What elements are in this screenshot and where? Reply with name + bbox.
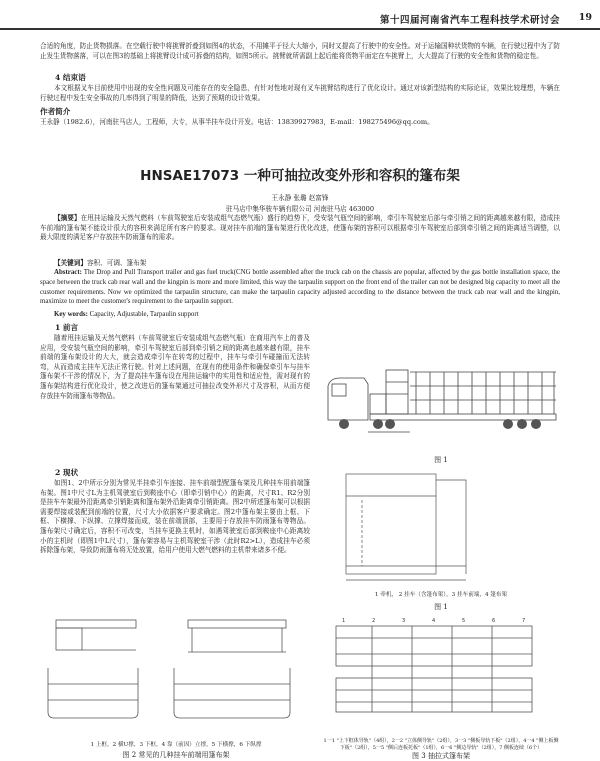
keywords-cn-label: 【关键词】	[54, 259, 87, 267]
page-number: 19	[578, 12, 592, 23]
abstract-cn	[40, 214, 560, 243]
author-intro-title: 作者简介	[40, 107, 71, 116]
keywords-en	[54, 311, 199, 318]
figure-3-telescoping-rack	[322, 612, 560, 736]
header-rule	[0, 28, 600, 30]
figure-2-legend: 1 上框，2 横U撑，3 下框，4 靠（前因）立撑，5 下横撑，6 下纵撑	[90, 742, 262, 748]
abstract-cn-label: 【摘要】	[54, 214, 81, 222]
figure-2-tarp-racks	[40, 612, 312, 736]
paper-affiliation: 驻马店中集华骏车辆有限公司 河南驻马店 463000	[225, 205, 375, 213]
callout-4: 4	[432, 618, 436, 624]
wheels	[339, 419, 541, 429]
trailer-deck	[370, 414, 556, 420]
figure-1-detail-drawing	[342, 470, 540, 588]
cab-window	[332, 384, 346, 396]
callout-2: 2	[372, 618, 376, 624]
rack-cross-members	[372, 626, 492, 712]
keywords-en-text: Capacity, Adjustable, Tarpaulin support	[89, 311, 199, 318]
abstract-cn-text: 在甩挂运输及天然气燃料（车前驾驶室后安装成组气态燃气瓶）盛行的趋势下，受安装气瓶空间的影响，牵引车驾驶室后部与牵引销之间的距离越来越有限，造成挂车前端的篷布架不能设计很大的容积来满足所有客户的要求。现对挂车前端的篷布架进行优化改进，使篷布架的容积可以根据牵引车驾驶室后部到牵引销之间的距离适当调整，以最大限度的满足客户存放挂车防雨篷布的需求。	[40, 214, 561, 242]
author-intro: 王永静（1982.6），河南驻马店人，工程师，大专，从事半挂车设计开发。电话：13839927983，E-mail：198275496@qq.com。	[40, 118, 434, 126]
rack-type-d	[174, 668, 290, 718]
callout-3: 3	[402, 618, 406, 624]
figure-1-legend: 1 牵机， 2 挂车（含篷布架），3 挂车前端，4 篷布架	[374, 592, 508, 598]
stake-posts	[410, 372, 556, 414]
paper-authors: 王永静 张璐 赵富锋	[271, 194, 329, 202]
abstract-en-text: The Drop and Pull Transport trailer and gas fuel truck(CNG bottle assembled after the truck cab on the chassis are popular, affected by the gas bottle installation space, the space between the truck cab rear wall and the kingpin is more and more limited, this way the tarpaulin support on the front end of the trailer can not be designed big capacity to meet all the customer requirements. Now we optimized the tarpaulin structure, can make the tarpaulin capacity adjusted according to the distance between the truck cab rear wall and the kingpin, maximize to meet the customer's requirement to the tarpaulin support.	[40, 269, 560, 306]
figure-3-legend: 1一1 "上下框体导轨"（4组），2一2 "立体侧导轨"（2组），3一3 "侧板导轨下板"（2组），4一4 "侧上板侧下板"（2组），5一5 "侧后连板托板"（1组），6一6 "侧边导轨"（2组），7 侧板连续（6个）	[323, 738, 559, 751]
rack-type-a	[56, 620, 136, 650]
detail-right-panel	[436, 480, 466, 574]
keywords-cn-text: 容积、可调、篷布架	[86, 259, 147, 267]
callout-5: 5	[462, 618, 466, 624]
keywords-cn	[54, 257, 146, 267]
section-4-title: 4 结束语	[55, 73, 86, 82]
rack-lower-frame	[336, 678, 532, 712]
tarp-rack	[386, 370, 408, 414]
section-2-text: 如图1、2中所示分别为常见半挂牵引车连接、挂车前端型配篷布架及几种挂车用前端篷布架。图1中尺寸L为主机驾驶室后到鞍座中心（即牵引销中心）的距离，尺寸R1、R2分别是挂车车架最外沿距离牵引销距离和篷布架外沿距离牵引销距离。图2中所述篷布架可以根据需要焊接或装配到前端的位置，尺寸大小依据客户要求确定。图2中篷布架主要由上框、下框、下横撑、下纵撑、立撑焊接而成，装在前端顶部，主要用于存放挂车防雨篷布等物品。篷布架尺寸确定后，容积不可改变，当挂车更换主机时，如遇驾驶室后部到鞍座中心距离较小的主机时（即图1中L尺寸），篷布架容易与主机驾驶室干涉（此时R2>L），造成挂车必须拆除篷布架，导致防雨篷布将无处放置，给用户使用大燃气燃料的主机带来诸多不便。	[40, 479, 310, 555]
section-4-text: 本文根据叉车目前使用中出现的安全性问题及可能存在的安全隐患，有针对性地对现有叉车挑臂结构进行了优化设计。通过对该新型结构的实际论证，效果比较理想，车辆在行驶过程中发生安全事故的几率得到了明显的降低，达到了预期的设计效果。	[40, 84, 560, 102]
abstract-en	[40, 268, 560, 307]
abstract-en-label: Abstract:	[54, 269, 82, 276]
section-1-text: 随着甩挂运输及天然气燃料（车前驾驶室后安装成组气态燃气瓶）在商用汽车上的普及应用，受安装气瓶空间的影响，牵引车驾驶室后部到牵引销之间的距离也越来越有限，挂车前端的篷布架设计的大大，就会造成牵引车在转弯的过程中，挂车与牵引车碰撞而无法转弯，从而造成主挂车无法正常行驶。针对上述问题，在现有的使用条件和确保牵引车与挂车篷布架不干涉的情况下，为了提高挂车篷布设在甩挂运输中的实用性和适应性，需对现有的篷布架结构进行优化设计，使之改进后的篷布架通过可抽拉改变外形尺寸及容积，从而方便存放挂车防雨篷布等物品。	[40, 334, 310, 400]
figure-1-caption: 图 1	[434, 456, 448, 464]
figure-3-caption: 图 3 抽拉式篷布架	[412, 752, 470, 760]
callout-1: 1	[342, 618, 346, 624]
figure-1-caption-bottom: 图 1	[434, 603, 448, 611]
rack-type-b	[188, 620, 286, 652]
detail-left-panel	[346, 474, 436, 574]
paper-title: HNSAE17073 一种可抽拉改变外形和容积的篷布架	[140, 168, 460, 184]
rack-type-c	[48, 668, 138, 718]
callout-7: 7	[522, 618, 526, 624]
figure-3-callouts	[342, 618, 525, 624]
rack-outer-frame	[336, 626, 532, 666]
running-header	[0, 10, 600, 30]
gas-bottles	[370, 394, 386, 414]
section-2-title: 2 现状	[55, 468, 79, 477]
figure-2-caption: 图 2 常见的几种挂车前端用篷布架	[122, 751, 230, 759]
figure-1-truck-trailer	[322, 328, 560, 448]
keywords-en-label: Key words:	[54, 311, 88, 318]
previous-paragraph: 合适的角度，防止货物损落。在空载行驶中将挑臂折叠到如图4的状态，不用摊平于径大大缩小，同时又提高了行驶中的安全性。对于运输国种状货物的车辆，在行驶过程中为了防止发生货物落落，可以在图3的基础上将挑臂设计成可拆叠的结构，如图5所示。挑臂就所需副上起后能将货物平面定在车挑臂上，大大提高了行驶的安全性和货物的稳定性。	[40, 42, 560, 60]
conference-title: 第十四届河南省汽车工程科技学术研讨会	[379, 15, 560, 26]
section-1-title: 1 前言	[55, 323, 79, 332]
callout-6: 6	[492, 618, 496, 624]
